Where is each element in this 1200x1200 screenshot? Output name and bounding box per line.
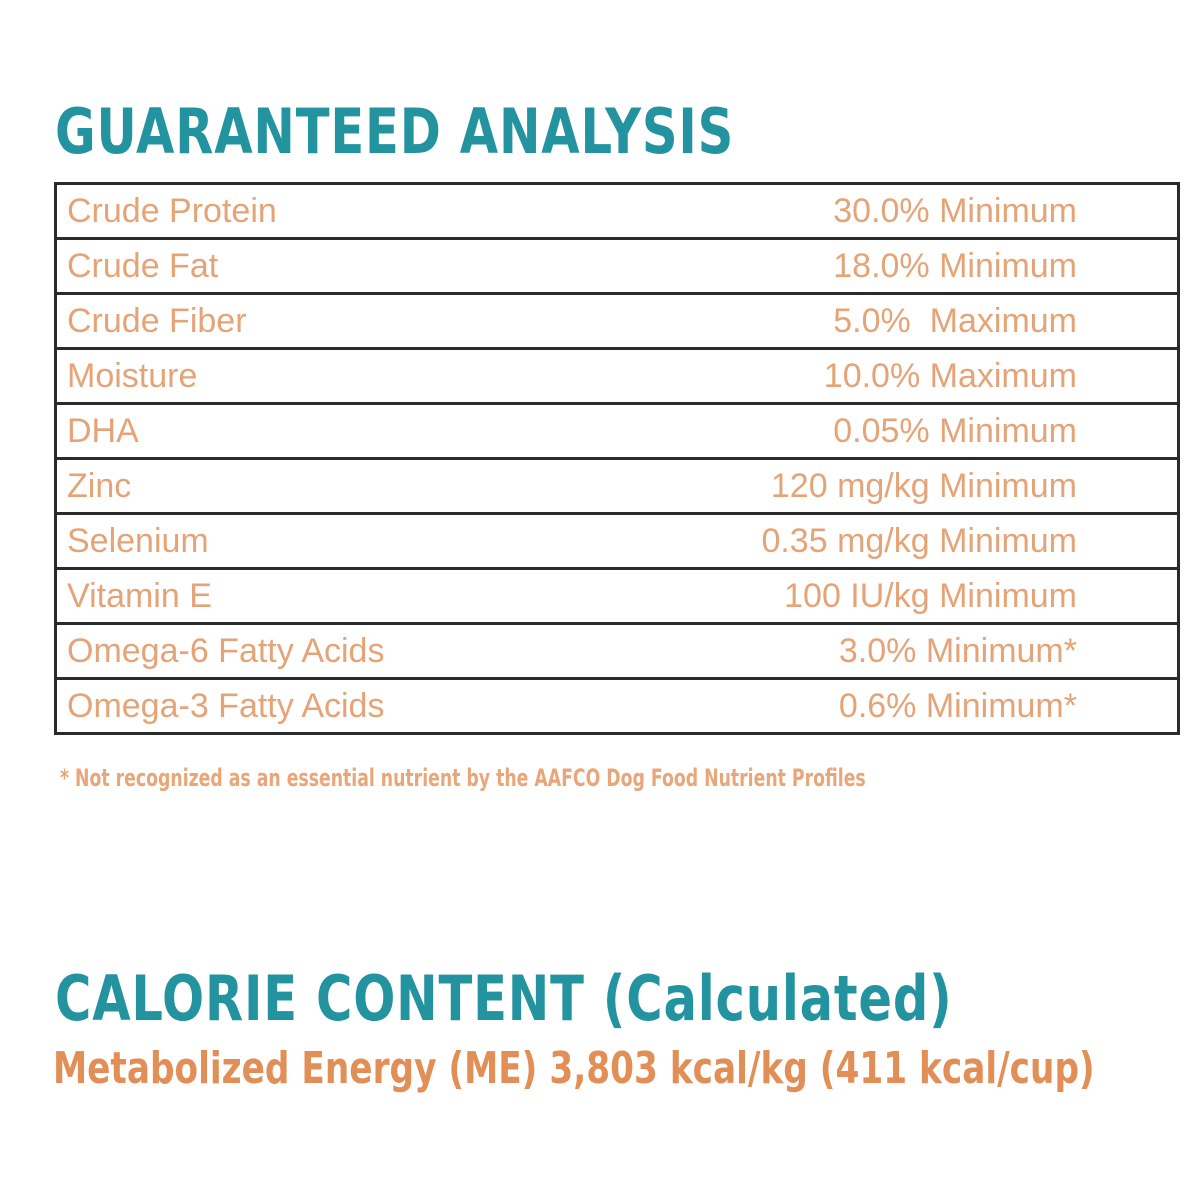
nutrient-name: Selenium bbox=[56, 514, 628, 569]
nutrient-name: Crude Fat bbox=[56, 239, 628, 294]
nutrient-value: 100 IU/kg Minimum bbox=[627, 569, 1179, 624]
nutrient-value: 120 mg/kg Minimum bbox=[627, 459, 1179, 514]
table-row bbox=[56, 459, 1179, 514]
nutrient-name: Omega-6 Fatty Acids bbox=[56, 624, 628, 679]
aafco-footnote: * Not recognized as an essential nutrient by the AAFCO Dog Food Nutrient Profiles bbox=[60, 764, 866, 792]
calorie-content-subtitle: (Calculated) bbox=[602, 962, 953, 1035]
table-row bbox=[56, 514, 1179, 569]
nutrient-value: 0.05% Minimum bbox=[627, 404, 1179, 459]
nutrient-name: Crude Protein bbox=[56, 184, 628, 239]
nutrient-name: Zinc bbox=[56, 459, 628, 514]
nutrient-name: Omega-3 Fatty Acids bbox=[56, 679, 628, 734]
calorie-content-heading: CALORIE CONTENT bbox=[55, 962, 585, 1035]
nutrient-value: 30.0% Minimum bbox=[627, 184, 1179, 239]
nutrient-value: 18.0% Minimum bbox=[627, 239, 1179, 294]
guaranteed-analysis-title: GUARANTEED ANALYSIS bbox=[55, 95, 735, 168]
guaranteed-analysis-table bbox=[54, 182, 1180, 735]
table-row bbox=[56, 569, 1179, 624]
nutrient-value: 0.6% Minimum* bbox=[627, 679, 1179, 734]
nutrient-value: 3.0% Minimum* bbox=[627, 624, 1179, 679]
nutrient-name: Crude Fiber bbox=[56, 294, 628, 349]
table-row bbox=[56, 679, 1179, 734]
nutrient-value: 5.0% Maximum bbox=[627, 294, 1179, 349]
table-row bbox=[56, 239, 1179, 294]
calorie-content-title bbox=[55, 963, 953, 1035]
table-row bbox=[56, 624, 1179, 679]
nutrient-name: DHA bbox=[56, 404, 628, 459]
table-row bbox=[56, 184, 1179, 239]
table-row bbox=[56, 349, 1179, 404]
nutrient-value: 10.0% Maximum bbox=[627, 349, 1179, 404]
table-row bbox=[56, 294, 1179, 349]
table-row bbox=[56, 404, 1179, 459]
metabolized-energy: Metabolized Energy (ME) 3,803 kcal/kg (411 kcal/cup) bbox=[53, 1043, 1095, 1094]
nutrient-value: 0.35 mg/kg Minimum bbox=[627, 514, 1179, 569]
nutrient-name: Moisture bbox=[56, 349, 628, 404]
nutrient-name: Vitamin E bbox=[56, 569, 628, 624]
